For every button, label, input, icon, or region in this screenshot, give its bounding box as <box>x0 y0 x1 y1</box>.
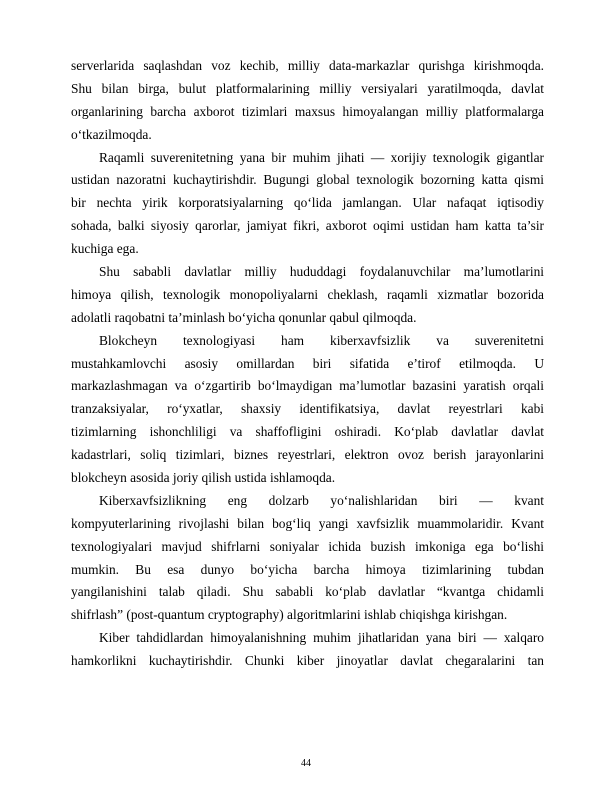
text-line: sohada, balki siyosiy qarorlar, jamiyat fikri, axborot oqimi ustidan ham katta ta’sir <box>71 218 544 234</box>
text-line: organlarining barcha axborot tizimlari maxsus himoyalangan milliy platformalarga <box>71 103 544 119</box>
text-line: o‘tkazilmoqda. <box>71 126 152 142</box>
text-line: blokcheyn asosida joriy qilish ustida ishlamoqda. <box>71 470 336 486</box>
text-line: serverlarida saqlashdan voz kechib, milliy data-markazlar qurishga kirishmoqda. <box>71 58 544 73</box>
text-line: Blokcheyn texnologiyasi ham kiberxavfsizlik va suverenitetni <box>99 332 544 348</box>
text-line: mustahkamlovchi asosiy omillardan biri sifatida e’tirof etilmoqda. U <box>71 355 544 371</box>
text-line: Kiberxavfsizlikning eng dolzarb yo‘nalishlaridan biri — kvant <box>99 492 544 508</box>
text-line: shifrlash” (post-quantum cryptography) algoritmlarini ishlab chiqishga kirishgan. <box>71 607 508 623</box>
text-line: tizimlarning ishonchliligi va shaffofligini oshiradi. Ko‘plab davlatlar davlat <box>71 424 544 440</box>
text-line: mumkin. Bu esa dunyo bo‘yicha barcha himoya tizimlarining tubdan <box>71 561 544 577</box>
text-line: Raqamli suverenitetning yana bir muhim jihati — xorijiy texnologik gigantlar <box>99 149 544 165</box>
text-line: bir nechta yirik korporatsiyalarning qo‘lida jamlangan. Ular nafaqat iqtisodiy <box>71 195 544 211</box>
text-line: yangilanishini talab qiladi. Shu sababli ko‘plab davlatlar “kvantga chidamli <box>71 584 544 600</box>
text-line: Shu bilan birga, bulut platformalarining milliy versiyalari yaratilmoqda, davlat <box>71 80 544 96</box>
text-line: hamkorlikni kuchaytirishdir. Chunki kiber jinoyatlar davlat chegaralarini tan <box>71 653 544 669</box>
text-line: Shu sababli davlatlar milliy hududdagi foydalanuvchilar ma’lumotlarini <box>99 264 544 280</box>
text-line: markazlashmagan va o‘zgartirib bo‘lmaydigan ma’lumotlar bazasini yaratish orqali <box>71 378 544 394</box>
text-line: ustidan nazoratni kuchaytirishdir. Bugungi global texnologik bozorning katta qismi <box>71 172 544 188</box>
text-line: himoya qilish, texnologik monopoliyalarni cheklash, raqamli xizmatlar bozorida <box>71 286 544 302</box>
text-line: adolatli raqobatni ta’minlash bo‘yicha qonunlar qabul qilmoqda. <box>71 309 417 325</box>
text-line: texnologiyalari mavjud shifrlarni soniyalar ichida buzish imkoniga ega bo‘lishi <box>71 538 544 554</box>
text-line: kadastrlari, soliq tizimlari, biznes reyestrlari, elektron ovoz berish jarayonlarini <box>71 447 544 463</box>
body-text <box>71 55 544 673</box>
text-line: kompyuterlarining rivojlashi bilan bog‘liq yangi xavfsizlik muammolaridir. Kvant <box>71 515 544 531</box>
text-line: tranzaksiyalar, ro‘yxatlar, shaxsiy identifikatsiya, davlat reyestrlari kabi <box>71 401 544 417</box>
text-line: kuchiga ega. <box>71 241 139 257</box>
page-number: 44 <box>301 758 311 769</box>
text-line: Kiber tahdidlardan himoyalanishning muhim jihatlaridan yana biri — xalqaro <box>99 630 544 646</box>
